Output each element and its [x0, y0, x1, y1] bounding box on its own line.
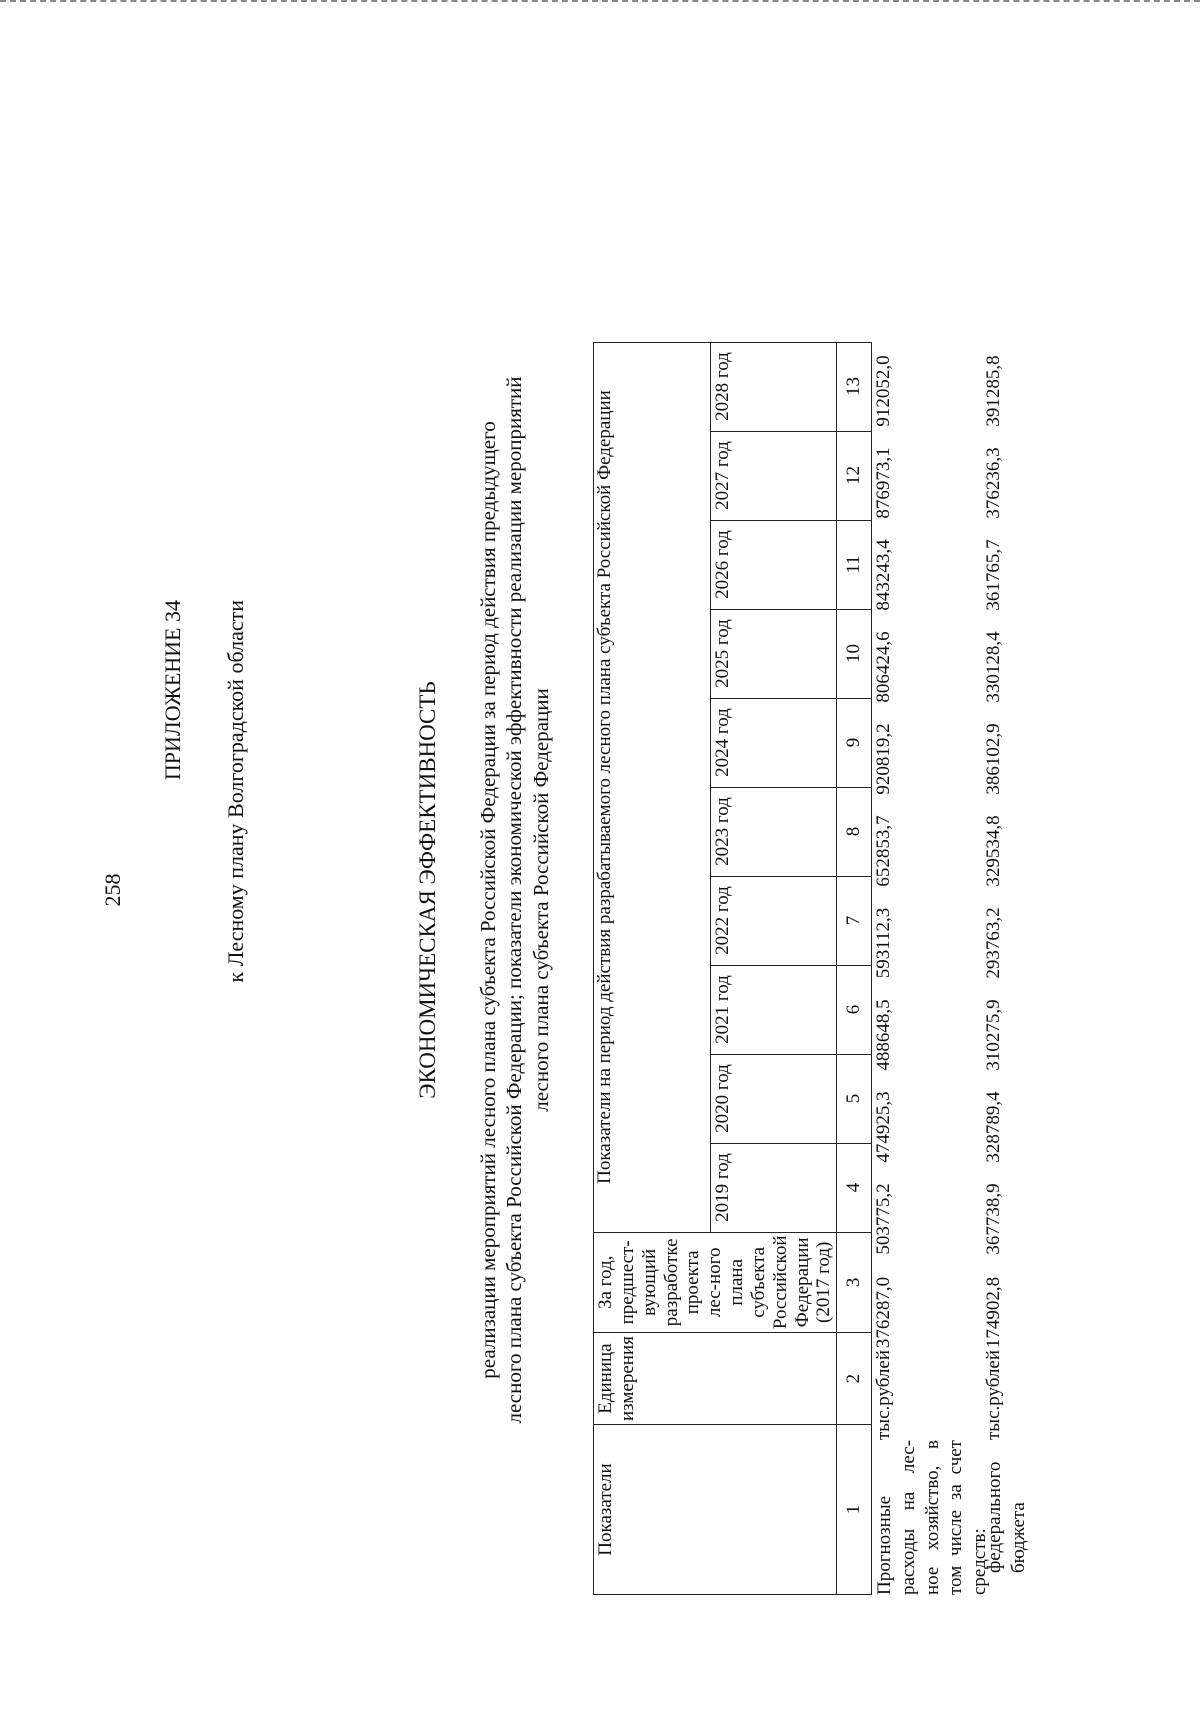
page-number: 258 [100, 873, 125, 907]
subtitle-line: лесного плана субъекта Российской Федерации [528, 688, 553, 1112]
column-number: 5 [837, 1054, 872, 1143]
cell-value: 330128,4 [983, 631, 1004, 703]
column-number: 1 [837, 1425, 872, 1595]
cell-value: 920819,2 [873, 723, 894, 795]
table-row [873, 345, 992, 1595]
header-year: 2027 год [710, 431, 837, 520]
cell-value: 386102,9 [983, 723, 1004, 795]
row-label: федерального бюджета [984, 1461, 1029, 1573]
cell-value: 806424,6 [873, 631, 894, 703]
header-year: 2019 год [710, 1143, 837, 1232]
appendix-subtitle: к Лесному плану Волгоградской области [223, 600, 248, 983]
column-number: 13 [837, 342, 872, 431]
indicators-table [593, 342, 872, 1595]
row-unit: тыс.рублей [873, 1349, 894, 1440]
header-year: 2021 год [710, 965, 837, 1054]
header-indicators: Показатели [594, 1425, 837, 1595]
cell-value: 593112,3 [873, 907, 894, 979]
column-number: 9 [837, 698, 872, 787]
column-number: 3 [837, 1232, 872, 1333]
header-year: 2024 год [710, 698, 837, 787]
header-year: 2026 год [710, 520, 837, 609]
cell-value: 174902,8 [983, 1276, 1004, 1349]
cell-value: 474925,3 [873, 1091, 894, 1163]
header-year: 2023 год [710, 787, 837, 876]
document-title: ЭКОНОМИЧЕСКАЯ ЭФФЕКТИВНОСТЬ [415, 681, 440, 1099]
cell-value: 652853,7 [873, 815, 894, 887]
column-number: 12 [837, 431, 872, 520]
subtitle-line: реализации мероприятий лесного плана субъекта Российской Федерации за период действия предыдущего [476, 421, 500, 1379]
cell-value: 293763,2 [983, 907, 1004, 979]
rotated-page [55, 80, 1165, 1700]
header-year: 2022 год [710, 876, 837, 965]
column-number: 8 [837, 787, 872, 876]
header-prev-year: За год, предшест-вующий разработке проекта лес-ного плана субъекта Российской Федерации (2017 год) [594, 1232, 837, 1333]
document-subtitle [475, 170, 554, 1630]
appendix-title: ПРИЛОЖЕНИЕ 34 [160, 600, 185, 781]
cell-value: 328789,4 [983, 1091, 1004, 1163]
header-year: 2028 год [710, 342, 837, 431]
cell-value: 391285,8 [983, 355, 1004, 427]
column-number: 4 [837, 1143, 872, 1232]
header-year: 2020 год [710, 1054, 837, 1143]
cell-value: 367738,9 [983, 1183, 1004, 1255]
subtitle-line: лесного плана субъекта Российской Федерации; показатели экономической эффективности реализации мероприятий [502, 376, 527, 1424]
row-label: Прогнозные расходы на лес-ное хозяйство, в том числе за счет средств: [874, 1440, 990, 1595]
cell-value: 876973,1 [873, 447, 894, 519]
column-number: 10 [837, 609, 872, 698]
column-number: 6 [837, 965, 872, 1054]
row-unit: тыс.рублей [983, 1349, 1004, 1440]
cell-value: 912052,0 [873, 355, 894, 427]
column-number: 7 [837, 876, 872, 965]
header-period-group: Показатели на период действия разрабатываемого лесного плана субъекта Российской Федерации [594, 342, 711, 1232]
table-row [983, 345, 1031, 1595]
header-year: 2025 год [710, 609, 837, 698]
cell-value: 488648,5 [873, 999, 894, 1071]
cell-value: 310275,9 [983, 999, 1004, 1071]
cell-value: 361765,7 [983, 539, 1004, 611]
cell-value: 503775,2 [873, 1183, 894, 1255]
column-number: 2 [837, 1333, 872, 1425]
scan-edge [0, 0, 1200, 4]
cell-value: 376236,3 [983, 447, 1004, 519]
header-unit: Единица измерения [594, 1333, 837, 1425]
cell-value: 843243,4 [873, 539, 894, 611]
column-number: 11 [837, 520, 872, 609]
cell-value: 376287,0 [873, 1276, 894, 1349]
cell-value: 329534,8 [983, 815, 1004, 887]
